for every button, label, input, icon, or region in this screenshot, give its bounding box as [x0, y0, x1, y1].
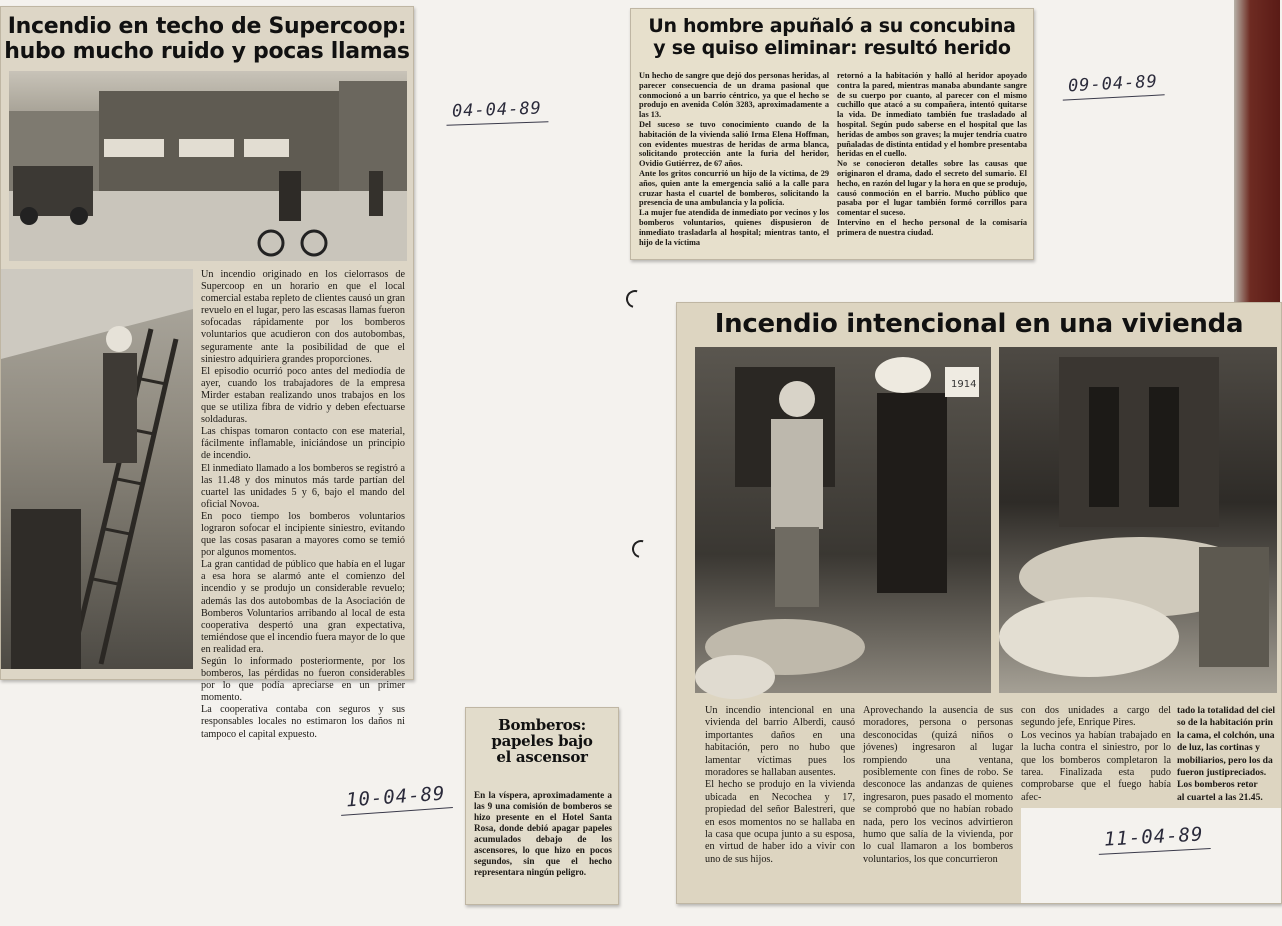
- photo-firefighter-ladder: [1, 269, 193, 669]
- photo-badge-text: 1914: [951, 379, 977, 390]
- storefront-illustration: [9, 71, 407, 261]
- clipping-incendio-vivienda: [676, 302, 1282, 904]
- headline-line-1: Bomberos:: [498, 716, 586, 734]
- headline-vivienda: Incendio intencional en una vivienda: [714, 309, 1244, 339]
- article-body-ascensor: En la víspera, aproximadamente a las 9 una comisión de bomberos se hizo presente en el Hotel Santa Rosa, donde debió apagar papeles acumulados debajo de los ascensores, lo que hizo en pocos segundos, sin que el hecho representara ningún peligro.: [474, 790, 612, 877]
- clipping-bomberos-ascensor: [465, 707, 619, 905]
- article-col-1: Un hecho de sangre que dejó dos personas heridas, al parecer consecuencia de un drama pasional que conmocionó a un barrio céntrico, ya que el hecho se produjo en avenida Colón 3283, aproximadamente a las 13. Del suceso se tuvo conocimiento cuando de la habitación de la vivienda salió Irma Elena Hoffman, con evidentes muestras de heridas de arma blanca, solicitando protección ante la furia del heridor, Ovidio Gutiérrez, de 67 años. Ante los gritos concurrió un hijo de la víctima, de 29 años, quien ante la emergencia salió a la calle para cruzar hasta el cuartel de bomberos, solicitando la presencia de una ambulancia y la policía. La mujer fue atendida de inmediato por vecinos y los bomberos voluntarios, quienes dispusieron de inmediato trasladarla al hospital; mientras tanto, el hijo de la víctima: [639, 71, 829, 247]
- headline-line-1: Un hombre apuñaló a su concubina: [648, 15, 1016, 37]
- handwritten-date-3: 10-04-89: [345, 782, 447, 812]
- headline-line-2: hubo mucho ruido y pocas llamas: [4, 39, 410, 65]
- handwritten-date-2: 09-04-89: [1067, 71, 1159, 97]
- headline-line-1: Incendio en techo de Supercoop:: [7, 14, 407, 39]
- handwritten-date-4: 11-04-89: [1103, 823, 1205, 851]
- inspectors-illustration: [695, 347, 991, 693]
- punch-hole-icon: [629, 537, 654, 562]
- headline-line-2: y se quiso eliminar: resultó herido: [653, 36, 1011, 59]
- headline-supercoop: [1, 15, 413, 63]
- article-col-4: tado la totalidad del ciel so de la habitación prin la cama, el colchón, una de luz, las cortinas y mobiliarios, pero los da fueron justipreciados. Los bomberos retor al cuartel a las 21.45.: [1177, 705, 1276, 803]
- photo-inspectors: [695, 347, 991, 693]
- white-cover-patch: [1021, 808, 1281, 903]
- photo-supercoop-storefront: [9, 71, 407, 261]
- clipping-supercoop: [0, 6, 414, 740]
- article-col-3: con dos unidades a cargo del segundo jefe, Enrique Pires. Los vecinos ya habían trabajado en la lucha contra el siniestro, por lo que los bomberos completaron la tarea. Finalizada esta pudo comprobarse que el fuego había afec-: [1021, 705, 1171, 803]
- headline-ascensor: [466, 718, 618, 765]
- handwritten-date-1: 04-04-89: [451, 98, 543, 122]
- album-page-edge: [1234, 0, 1280, 330]
- article-col-2: Aprovechando la ausencia de sus moradores, persona o personas desconocidas (quizá niños o jóvenes) ingresaron al lugar rompiendo una ventana, posiblemente con fines de robo. Se desconoce las andanzas de quienes ingresaron, pues pasado el momento se comprobó que no habían robado nada, pero los vecinos advirtieron humo que salía de la vivienda, por lo cual llamaron a los bomberos voluntarios, los que concurrieron: [863, 705, 1013, 865]
- punch-hole-icon: [623, 287, 648, 312]
- headline-apunalo: [631, 17, 1033, 59]
- headline-line-2: papeles bajo: [491, 731, 593, 750]
- photo-burned-room: [999, 347, 1277, 693]
- ladder-illustration: [1, 269, 193, 669]
- clipping-apunalo: [630, 8, 1034, 260]
- burned-room-illustration: [999, 347, 1277, 693]
- article-col-1: Un incendio intencional en una vivienda del barrio Alberdi, causó importantes daños en una habitación, pero no hubo que lamentar víctimas pues los moradores se hallaban ausentes. El hecho se produjo en la vivienda ubicada en Necochea y 17, propiedad del señor Balestreri, que en esos momentos no se hallaba en la casa que ocupa junto a su esposa, en virtud de haber ido a vivir con uno de sus hijos.: [705, 705, 855, 865]
- article-body-supercoop: Un incendio originado en los cielorrasos de Supercoop en un horario en que el local comercial estaba repleto de clientes causó un gran revuelo en el lugar, pero las escasas llamas fueron sofocadas rápidamente por los bomberos voluntarios que acudieron con dos autobombas, seguramente ante la posibilidad de que el siniestro adquiriera grandes proporciones. El episodio ocurrió poco antes del mediodía de ayer, cuando los trabajadores de la empresa Mirder estaban realizando unos trabajos en los que se utiliza fibra de vidrio y deben efectuarse soldaduras. Las chispas tomaron contacto con ese material, fácilmente inflamable, iniciándose un principio de incendio. El inmediato llamado a los bomberos se registró a las 11.48 y dos minutos más tarde partían del cuartel las unidades 5 y 6, bajo el mando del oficial Novoa. En poco tiempo los bomberos voluntarios lograron sofocar el incipiente siniestro, evitando que las cosas pasaran a mayores como se temió por algunos momentos. La gran cantidad de público que había en el lugar a esa hora se alarmó ante el comienzo del incendio y se produjo un considerable revuelo; además las dos autobombas de la Asociación de Bomberos Voluntarios arribando al local de esta cooperativa despertó una gran expectativa, temiéndose que el incendio fuera mayor de lo que en realidad era. Según lo informado posteriormente, por los bomberos, las pérdidas no fueron considerables por lo que podía apreciarse en un primer momento. La cooperativa contaba con seguros y sus responsables locales no estimaron los daños ni tampoco el capital expuesto.: [201, 269, 405, 740]
- headline-line-3: el ascensor: [496, 747, 588, 766]
- article-col-2: retornó a la habitación y halló al heridor apoyado contra la pared, mientras manaba abundante sangre de su cuerpo por cuanto, al parecer con el mismo cuchillo que atacó a su compañera, intentó quitarse la vida. De inmediato también fue trasladado al hospital. Según pudo saberse en el hospital que las heridas de ambos son graves; la mujer tendría cuatro puñaladas de distinta entidad y el hombre presentaba heridas en el cuello. No se conocieron detalles sobre las causas que originaron el drama, dado el secreto del sumario. El hecho, en razón del lugar y la hora en que se produjo, causó conmoción en el barrio. Mucho público que pasaba por el lugar también formó corrillos para comentar el suceso. Intervino en el hecho personal de la comisaría primera de nuestra ciudad.: [837, 71, 1027, 237]
